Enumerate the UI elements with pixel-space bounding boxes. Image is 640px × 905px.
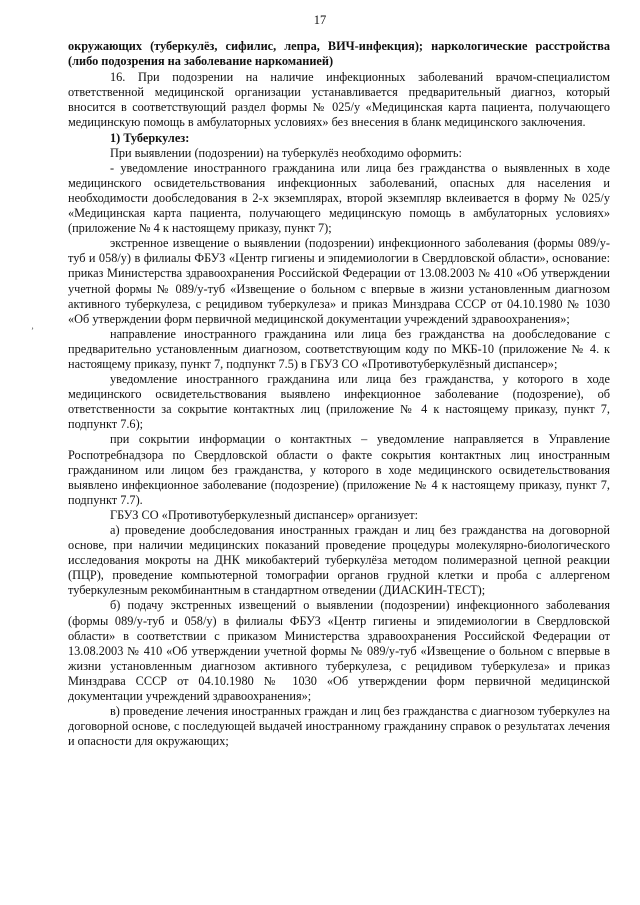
margin-mark: ʼ xyxy=(31,326,34,336)
paragraph-notification-foreigner: - уведомление иностранного гражданина или лица без гражданства о выявленных в ходе медицинского освидетельствования инфекционных заболеваний, опасных для населения и необходимости дообследования в 2-х экземплярах, второй экземпляр вклеивается в форму № 025/у «Медицинская карта пациента, получающего медицинскую помощь в амбулаторных условиях» (приложение № 4 к настоящему приказу, пункт 7); xyxy=(68,160,610,236)
page-number: 17 xyxy=(313,13,327,27)
paragraph-referral: направление иностранного гражданина или лица без гражданства на дообследование с предварительно установленным диагнозом, соответствующим коду по МКБ-10 (приложение № 4. к настоящему приказу, пункт 7, подпункт 7.5) в ГБУЗ СО «Противотуберкулёзный диспансер»; xyxy=(68,326,610,371)
section-heading-tuberculosis: 1) Туберкулез: xyxy=(110,130,190,145)
paragraph-item-a: а) проведение дообследования иностранных граждан и лиц без гражданства на договорной основе, при наличии медицинских показаний проведение процедуры молекулярно-биологического исследования мокроты на ДНК микобактерий туберкулёза методом полимеразной цепной реакции (ПЦР), проведение компьютерной томографии органов грудной клетки и проба с аллергеном туберкулезным рекомбинантным в стандартном отведении (ДИАСКИН-ТЕСТ); xyxy=(68,523,610,598)
paragraph-dispensary-organizes: ГБУЗ СО «Противотуберкулезный диспансер» организует: xyxy=(110,507,419,522)
paragraph-contagious-diseases-continuation: окружающих (туберкулёз, сифилис, лепра, ВИЧ-инфекция); наркологические расстройства (либо подозрения на заболевание наркоманией) xyxy=(68,39,610,69)
paragraph-emergency-notice: экстренное извещение о выявлении (подозрении) инфекционного заболевания (формы 089/у-туб и 058/у) в филиалы ФБУЗ «Центр гигиены и эпидемиологии в Свердловской области», основание: приказ Министерства здравоохранения Российской Федерации от 13.08.2003 № 410 «Об утверждении учетной формы № 089/у-туб «Извещение о больном с впервые в жизни установленным диагнозом активного туберкулеза, с рецидивом туберкулеза» и приказ Минздрава СССР от 04.10.1980 № 1030 «Об утверждении форм первичной медицинской документации учреждений здравоохранения»; xyxy=(68,236,610,326)
paragraph-item-v: в) проведение лечения иностранных граждан и лиц без гражданства с диагнозом туберкулез на договорной основе, с последующей выдачей иностранному гражданину справок о результатах лечения и опасности для окружающих; xyxy=(68,704,610,749)
paragraph-tb-intro: При выявлении (подозрении) на туберкулёз необходимо оформить: xyxy=(110,145,462,160)
paragraph-contacts-responsibility: уведомление иностранного гражданина или лица без гражданства, у которого в ходе медицинского освидетельствования выявлено инфекционное заболевание (подозрение), об ответственности за сокрытие контактных лиц (приложение № 4 к настоящему приказу, пункт 7, подпункт 7.6); xyxy=(68,372,610,432)
document-body xyxy=(68,39,610,749)
paragraph-item-b: б) подачу экстренных извещений о выявлении (подозрении) инфекционного заболевания (формы 089/у-туб и 058/у) в филиалы ФБУЗ «Центр гигиены и эпидемиологии в Свердловской области» в соответствии с приказом Министерства здравоохранения Российской Федерации от 13.08.2003 № 410 «Об утверждении учетной формы № 089/у-туб «Извещение о больном с впервые в жизни установленным диагнозом активного туберкулеза, с рецидивом туберкулеза» и приказ Минздрава СССР от 04.10.1980 № 1030 «Об утверждении форм первичной медицинской документации учреждений здравоохранения»; xyxy=(68,598,610,704)
paragraph-concealment: при сокрытии информации о контактных – уведомление направляется в Управление Роспотребнадзора по Свердловской области о факте сокрытия контактных лиц иностранным гражданином или лицом без гражданства, у которого в ходе медицинского освидетельствования выявлено инфекционное заболевание (подозрение) (приложение № 4 к настоящему приказу, пункт 7, подпункт 7.7). xyxy=(68,432,610,507)
paragraph-item-16: 16. При подозрении на наличие инфекционных заболеваний врачом-специалистом ответственной медицинской организации устанавливается предварительный диагноз, который вносится в соответствующий раздел формы № 025/у «Медицинская карта пациента, получающего медицинскую помощь в амбулаторных условиях» без внесения в бланк медицинского заключения. xyxy=(68,70,610,130)
